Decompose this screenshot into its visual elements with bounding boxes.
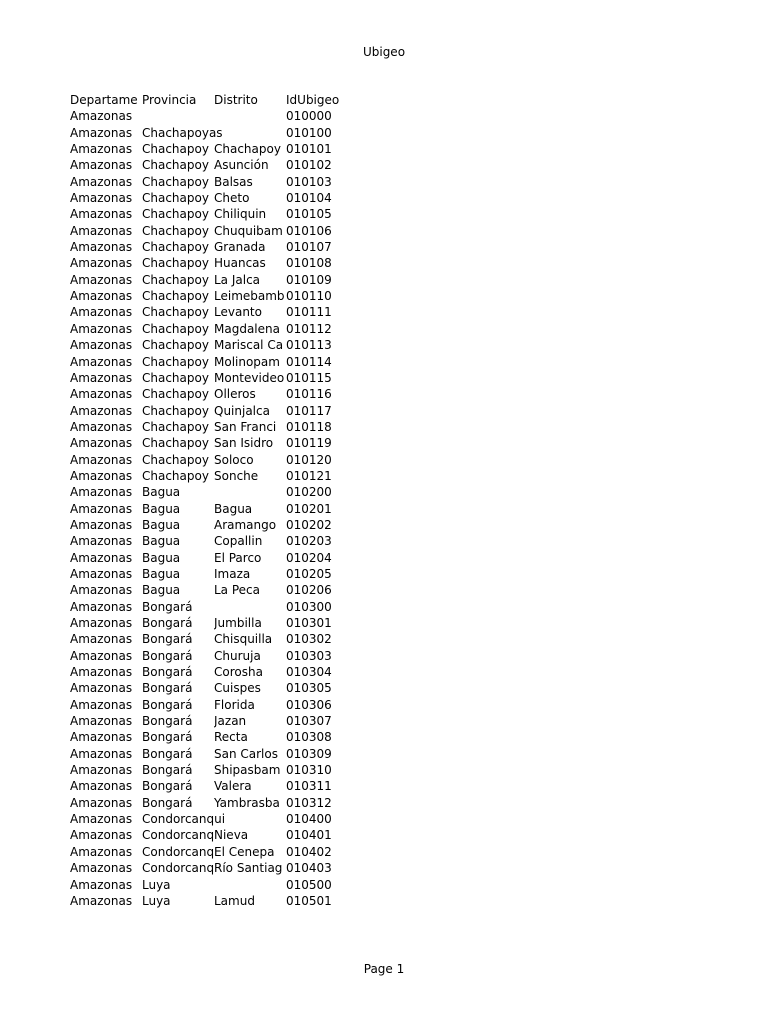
table-row	[70, 403, 370, 419]
cell-distrito: Leimebamb	[214, 289, 285, 304]
cell-idubigeo: 010300	[286, 599, 332, 614]
table-row	[70, 419, 370, 435]
cell-provincia: Bongará	[142, 599, 193, 614]
cell-departamento: Amazonas	[70, 256, 133, 271]
cell-distrito: Recta	[214, 730, 248, 745]
cell-provincia: Chachapoy	[142, 191, 209, 206]
cell-idubigeo: 010116	[286, 387, 332, 402]
cell-idubigeo: 010309	[286, 746, 332, 761]
table-row	[70, 354, 370, 370]
cell-provincia: Chachapoy	[142, 305, 209, 320]
table-body	[70, 108, 370, 909]
cell-distrito	[214, 484, 286, 500]
cell-departamento: Amazonas	[70, 305, 133, 320]
cell-provincia: Bongará	[142, 681, 193, 696]
cell-distrito: Cuispes	[214, 681, 261, 696]
cell-provincia: Bongará	[142, 632, 193, 647]
cell-provincia: Bagua	[142, 517, 181, 532]
cell-departamento: Amazonas	[70, 517, 133, 532]
cell-idubigeo: 010100	[286, 125, 332, 140]
cell-idubigeo: 010110	[286, 289, 332, 304]
cell-provincia: Chachapoy	[142, 223, 209, 238]
table-row	[70, 304, 370, 320]
cell-provincia: Chachapoy	[142, 289, 209, 304]
cell-idubigeo: 010303	[286, 648, 332, 663]
cell-departamento: Amazonas	[70, 795, 133, 810]
cell-idubigeo: 010307	[286, 714, 332, 729]
cell-distrito: Magdalena	[214, 321, 280, 336]
cell-idubigeo: 010108	[286, 256, 332, 271]
table-row	[70, 827, 370, 843]
cell-distrito: Sonche	[214, 468, 259, 483]
cell-idubigeo: 010302	[286, 632, 332, 647]
cell-departamento: Amazonas	[70, 648, 133, 663]
cell-distrito: Huancas	[214, 256, 266, 271]
cell-departamento: Amazonas	[70, 403, 133, 418]
cell-idubigeo: 010202	[286, 517, 332, 532]
cell-departamento: Amazonas	[70, 550, 133, 565]
table-row	[70, 795, 370, 811]
cell-departamento: Amazonas	[70, 468, 133, 483]
cell-distrito: Quinjalca	[214, 403, 270, 418]
cell-provincia	[142, 108, 214, 124]
cell-departamento: Amazonas	[70, 370, 133, 385]
cell-idubigeo: 010301	[286, 616, 332, 630]
cell-idubigeo: 010308	[286, 730, 332, 745]
cell-provincia: Luya	[142, 877, 171, 892]
table-row	[70, 811, 370, 827]
cell-idubigeo: 010106	[286, 223, 332, 238]
cell-provincia: Chachapoy	[142, 370, 209, 385]
cell-departamento: Amazonas	[70, 354, 133, 369]
header-provincia: Provincia	[142, 93, 197, 107]
cell-departamento: Amazonas	[70, 681, 133, 696]
cell-distrito: Lamud	[214, 893, 255, 908]
table-row	[70, 893, 370, 909]
cell-distrito: Aramango	[214, 517, 277, 532]
cell-provincia: Chachapoy	[142, 387, 209, 402]
cell-idubigeo: 010118	[286, 419, 332, 434]
cell-distrito: Soloco	[214, 452, 254, 467]
cell-distrito: Granada	[214, 240, 266, 255]
cell-provincia: Chachapoy	[142, 452, 209, 467]
cell-departamento: Amazonas	[70, 812, 133, 827]
cell-distrito: Shipasbam	[214, 763, 281, 778]
cell-departamento: Amazonas	[70, 828, 133, 843]
cell-provincia: Bongará	[142, 795, 193, 810]
header-departamento: Departame	[70, 93, 138, 107]
cell-idubigeo: 010117	[286, 403, 332, 418]
cell-departamento: Amazonas	[70, 844, 133, 859]
cell-departamento: Amazonas	[70, 632, 133, 647]
cell-idubigeo: 010304	[286, 665, 332, 680]
table-row	[70, 468, 370, 484]
cell-idubigeo: 010500	[286, 877, 332, 892]
cell-distrito: Florida	[214, 697, 255, 712]
table-row	[70, 778, 370, 794]
cell-distrito: San Carlos	[214, 746, 278, 761]
table-row	[70, 337, 370, 353]
cell-departamento: Amazonas	[70, 877, 133, 892]
cell-distrito: Jazan	[214, 714, 247, 729]
table-row	[70, 729, 370, 745]
cell-distrito	[214, 599, 286, 615]
ubigeo-table	[70, 92, 370, 909]
cell-idubigeo: 010101	[286, 142, 332, 157]
cell-idubigeo: 010115	[286, 370, 332, 385]
table-row	[70, 615, 370, 631]
cell-provincia: Chachapoy	[142, 403, 209, 418]
cell-provincia: Bongará	[142, 730, 193, 745]
cell-distrito: Jumbilla	[214, 616, 262, 630]
cell-provincia: Condorcanqui	[142, 812, 226, 827]
cell-departamento: Amazonas	[70, 207, 133, 222]
cell-departamento: Amazonas	[70, 240, 133, 255]
cell-distrito: San Isidro	[214, 436, 274, 451]
cell-distrito: Bagua	[214, 501, 253, 516]
cell-distrito: Copallin	[214, 534, 263, 549]
cell-distrito: Churuja	[214, 648, 261, 663]
cell-provincia: Bagua	[142, 534, 181, 549]
cell-distrito: Mariscal Ca	[214, 338, 284, 353]
page-number: Page 1	[363, 962, 405, 976]
cell-distrito: Yambrasba	[214, 795, 280, 810]
table-row	[70, 631, 370, 647]
cell-idubigeo: 010000	[286, 109, 332, 124]
cell-idubigeo: 010400	[286, 812, 332, 827]
table-row	[70, 288, 370, 304]
table-row	[70, 484, 370, 500]
cell-provincia: Bagua	[142, 583, 181, 598]
cell-departamento: Amazonas	[70, 501, 133, 516]
cell-idubigeo: 010401	[286, 828, 332, 843]
cell-provincia: Bongará	[142, 665, 193, 680]
cell-provincia: Chachapoy	[142, 174, 209, 189]
cell-departamento: Amazonas	[70, 893, 133, 908]
cell-distrito: Chisquilla	[214, 632, 273, 647]
cell-distrito: La Jalca	[214, 272, 261, 287]
cell-distrito	[214, 108, 286, 124]
cell-distrito: Corosha	[214, 665, 263, 680]
cell-idubigeo: 010201	[286, 501, 332, 516]
cell-idubigeo: 010111	[286, 305, 332, 320]
cell-departamento: Amazonas	[70, 534, 133, 549]
cell-departamento: Amazonas	[70, 485, 133, 500]
cell-provincia: Luya	[142, 893, 171, 908]
table-row	[70, 108, 370, 124]
table-row	[70, 141, 370, 157]
table-row	[70, 680, 370, 696]
table-row	[70, 599, 370, 615]
cell-idubigeo: 010206	[286, 583, 332, 598]
cell-idubigeo: 010312	[286, 795, 332, 810]
cell-distrito: Molinopam	[214, 354, 280, 369]
table-row	[70, 762, 370, 778]
cell-idubigeo: 010402	[286, 844, 332, 859]
cell-provincia: Chachapoy	[142, 338, 209, 353]
table-row	[70, 239, 370, 255]
cell-departamento: Amazonas	[70, 730, 133, 745]
cell-departamento: Amazonas	[70, 387, 133, 402]
cell-departamento: Amazonas	[70, 223, 133, 238]
cell-distrito	[214, 125, 286, 141]
table-row	[70, 517, 370, 533]
table-row	[70, 125, 370, 141]
table-row	[70, 386, 370, 402]
table-row	[70, 174, 370, 190]
cell-distrito: Valera	[214, 779, 252, 794]
cell-departamento: Amazonas	[70, 174, 133, 189]
cell-distrito: Montevideo	[214, 370, 285, 385]
cell-idubigeo: 010501	[286, 893, 332, 908]
cell-provincia: Condorcanq	[142, 844, 214, 859]
table-header-row	[70, 92, 370, 108]
cell-idubigeo: 010112	[286, 321, 332, 336]
cell-provincia: Chachapoy	[142, 142, 209, 157]
cell-departamento: Amazonas	[70, 109, 133, 124]
cell-distrito: Nieva	[214, 828, 249, 843]
cell-departamento: Amazonas	[70, 746, 133, 761]
cell-idubigeo: 010104	[286, 191, 332, 206]
table-row	[70, 550, 370, 566]
cell-departamento: Amazonas	[70, 714, 133, 729]
cell-distrito: Levanto	[214, 305, 262, 320]
table-row	[70, 157, 370, 173]
cell-distrito: San Franci	[214, 419, 277, 434]
cell-departamento: Amazonas	[70, 321, 133, 336]
cell-idubigeo: 010102	[286, 158, 332, 173]
cell-provincia: Chachapoy	[142, 321, 209, 336]
cell-provincia: Bongará	[142, 714, 193, 729]
cell-idubigeo: 010120	[286, 452, 332, 467]
cell-idubigeo: 010121	[286, 468, 332, 483]
cell-distrito: Olleros	[214, 387, 256, 402]
cell-provincia: Chachapoy	[142, 272, 209, 287]
table-row	[70, 664, 370, 680]
cell-idubigeo: 010204	[286, 550, 332, 565]
cell-distrito: Asunción	[214, 158, 269, 173]
cell-provincia: Chachapoy	[142, 436, 209, 451]
cell-departamento: Amazonas	[70, 452, 133, 467]
cell-departamento: Amazonas	[70, 779, 133, 794]
cell-departamento: Amazonas	[70, 697, 133, 712]
table-row	[70, 648, 370, 664]
cell-idubigeo: 010403	[286, 861, 332, 876]
table-row	[70, 190, 370, 206]
cell-departamento: Amazonas	[70, 272, 133, 287]
table-row	[70, 860, 370, 876]
cell-idubigeo: 010311	[286, 779, 332, 794]
table-row	[70, 370, 370, 386]
cell-provincia: Chachapoy	[142, 256, 209, 271]
cell-departamento: Amazonas	[70, 191, 133, 206]
table-row	[70, 501, 370, 517]
cell-distrito: Balsas	[214, 174, 253, 189]
cell-idubigeo: 010107	[286, 240, 332, 255]
cell-distrito: El Cenepa	[214, 844, 275, 859]
cell-provincia: Bongará	[142, 779, 193, 794]
cell-distrito: Chachapoy	[214, 142, 281, 157]
cell-departamento: Amazonas	[70, 665, 133, 680]
cell-distrito	[214, 811, 286, 827]
cell-distrito: Chiliquin	[214, 207, 267, 222]
cell-provincia: Condorcanq	[142, 861, 214, 876]
table-row	[70, 452, 370, 468]
cell-departamento: Amazonas	[70, 436, 133, 451]
table-row	[70, 321, 370, 337]
cell-idubigeo: 010109	[286, 272, 332, 287]
cell-provincia: Bongará	[142, 616, 193, 630]
header-distrito: Distrito	[214, 93, 258, 107]
cell-distrito	[214, 877, 286, 893]
cell-idubigeo: 010205	[286, 566, 332, 581]
cell-provincia: Condorcanq	[142, 828, 214, 843]
cell-idubigeo: 010119	[286, 436, 332, 451]
cell-provincia: Bongará	[142, 746, 193, 761]
cell-idubigeo: 010203	[286, 534, 332, 549]
cell-provincia: Bongará	[142, 763, 193, 778]
cell-departamento: Amazonas	[70, 125, 133, 140]
cell-departamento: Amazonas	[70, 158, 133, 173]
cell-idubigeo: 010114	[286, 354, 332, 369]
cell-idubigeo: 010113	[286, 338, 332, 353]
table-row	[70, 435, 370, 451]
cell-distrito: Río Santiag	[214, 861, 283, 876]
cell-idubigeo: 010305	[286, 681, 332, 696]
table-row	[70, 746, 370, 762]
cell-distrito: El Parco	[214, 550, 262, 565]
cell-distrito: Cheto	[214, 191, 250, 206]
table-row	[70, 713, 370, 729]
cell-provincia: Bongará	[142, 648, 193, 663]
page-title: Ubigeo	[362, 45, 406, 59]
cell-provincia: Bongará	[142, 697, 193, 712]
cell-departamento: Amazonas	[70, 763, 133, 778]
table-row	[70, 255, 370, 271]
cell-idubigeo: 010103	[286, 174, 332, 189]
table-row	[70, 582, 370, 598]
table-row	[70, 206, 370, 222]
cell-distrito: La Peca	[214, 583, 260, 598]
table-row	[70, 877, 370, 893]
cell-departamento: Amazonas	[70, 289, 133, 304]
cell-idubigeo: 010105	[286, 207, 332, 222]
cell-provincia: Bagua	[142, 485, 181, 500]
cell-provincia: Chachapoy	[142, 354, 209, 369]
cell-provincia: Chachapoy	[142, 158, 209, 173]
cell-departamento: Amazonas	[70, 419, 133, 434]
cell-provincia: Chachapoy	[142, 468, 209, 483]
table-row	[70, 223, 370, 239]
table-row	[70, 272, 370, 288]
cell-provincia: Chachapoyas	[142, 125, 223, 140]
cell-departamento: Amazonas	[70, 338, 133, 353]
header-idubigeo: IdUbigeo	[286, 93, 340, 107]
cell-provincia: Bagua	[142, 566, 181, 581]
cell-distrito: Chuquibam	[214, 223, 283, 238]
cell-provincia: Bagua	[142, 550, 181, 565]
table-row	[70, 844, 370, 860]
cell-idubigeo: 010310	[286, 763, 332, 778]
cell-departamento: Amazonas	[70, 616, 133, 630]
cell-distrito: Imaza	[214, 566, 251, 581]
cell-departamento: Amazonas	[70, 142, 133, 157]
cell-idubigeo: 010200	[286, 485, 332, 500]
cell-provincia: Chachapoy	[142, 419, 209, 434]
table-row	[70, 566, 370, 582]
cell-provincia: Chachapoy	[142, 240, 209, 255]
cell-provincia: Bagua	[142, 501, 181, 516]
table-row	[70, 533, 370, 549]
table-row	[70, 697, 370, 713]
cell-departamento: Amazonas	[70, 583, 133, 598]
cell-departamento: Amazonas	[70, 566, 133, 581]
cell-departamento: Amazonas	[70, 861, 133, 876]
cell-idubigeo: 010306	[286, 697, 332, 712]
cell-provincia: Chachapoy	[142, 207, 209, 222]
cell-departamento: Amazonas	[70, 599, 133, 614]
